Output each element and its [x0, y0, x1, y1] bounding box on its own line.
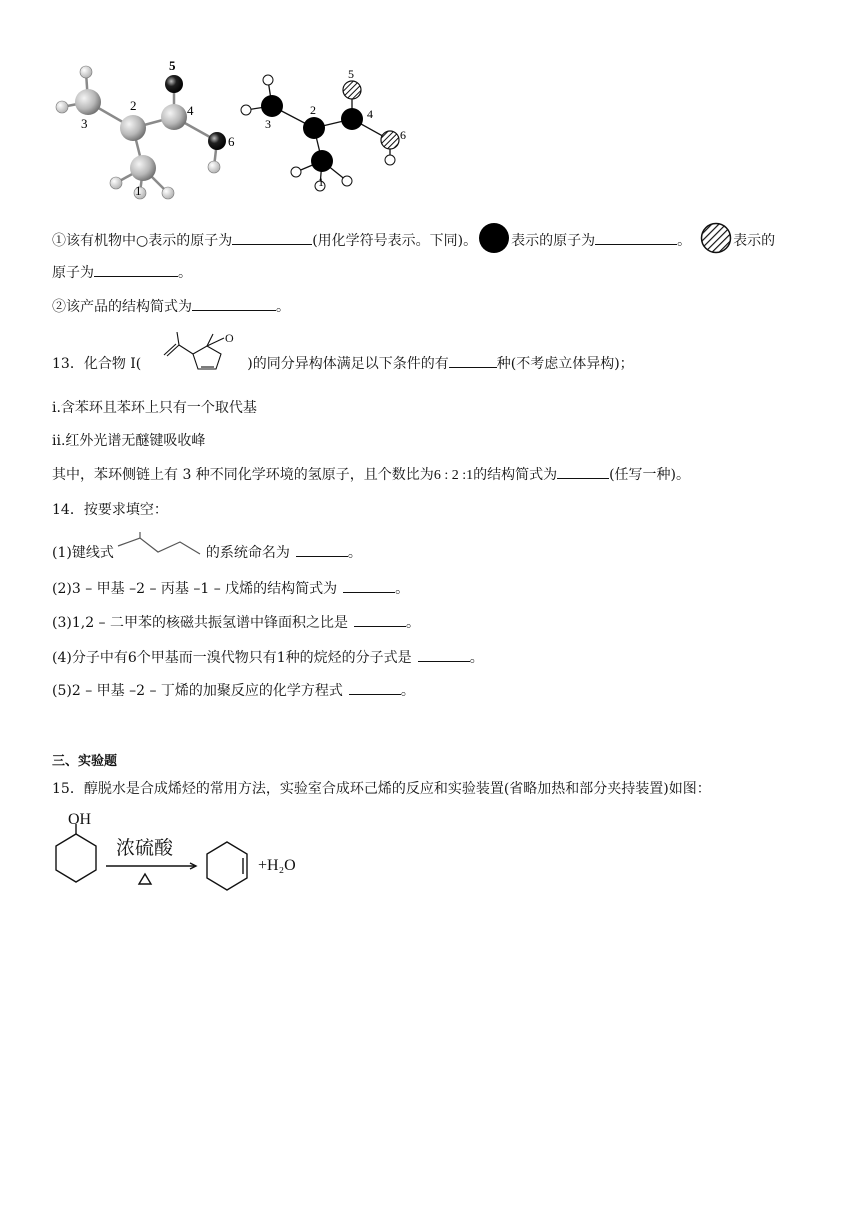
atom-2-black — [303, 117, 325, 139]
svg-text:6: 6 — [400, 128, 406, 142]
atom-6 — [208, 132, 226, 150]
answer-blank — [449, 353, 497, 368]
atom-6-hatched — [381, 131, 399, 149]
q13-condition-2: ii.红外光谱无醚键吸收峰 — [52, 433, 206, 449]
black-ball-icon — [477, 222, 511, 260]
atom-3-black — [261, 95, 283, 117]
answer-blank — [349, 680, 401, 695]
compound-i-structure — [141, 332, 247, 382]
atom-1-black — [311, 150, 333, 172]
skeletal-formula — [114, 532, 202, 562]
q14-part2: (2)3 – 甲基 –2 – 丙基 –1 – 戊烯的结构简式为 。 — [52, 578, 409, 599]
label-5: 5 — [169, 58, 176, 73]
label-4: 4 — [187, 103, 194, 118]
answer-blank — [595, 230, 677, 245]
q13-stem: 13．化合物 I( O )的同分异构体满足以下条件的有 种(不考虑立体异构)； — [52, 346, 634, 382]
ball-stick-model-left — [50, 55, 250, 205]
answer-blank — [192, 296, 276, 311]
q13-note: 其中，苯环侧链上有 3 种不同化学环境的氢原子，且个数比为6 : 2 :1的结构简式为 (任写一种)。 — [52, 464, 690, 486]
answer-blank — [343, 578, 395, 593]
svg-text:O: O — [225, 332, 234, 345]
label-6: 6 — [228, 134, 235, 149]
svg-text:1: 1 — [318, 175, 324, 189]
hatched-ball-icon — [699, 222, 733, 260]
q12-part1-line2: 原子为 。 — [52, 262, 192, 283]
svg-text:4: 4 — [367, 107, 373, 121]
q14-part4: (4)分子中有6个甲基而一溴代物只有1种的烷烃的分子式是 。 — [52, 647, 484, 668]
answer-blank — [557, 464, 609, 479]
atom-3 — [75, 89, 101, 115]
atom-4-black — [341, 108, 363, 130]
ball-stick-model-right — [232, 66, 422, 196]
water-label: +H₂O — [258, 857, 296, 874]
oh-label: OH — [68, 811, 92, 828]
q13-condition-1: i.含苯环且苯环上只有一个取代基 — [52, 400, 257, 416]
atom-2 — [120, 115, 146, 141]
q14-part3: (3)1,2 – 二甲苯的核磁共振氢谱中锋面积之比是 。 — [52, 612, 420, 633]
label-1: 1 — [135, 183, 142, 198]
answer-blank — [418, 647, 470, 662]
reaction-scheme — [46, 808, 326, 896]
svg-text:2: 2 — [310, 103, 316, 117]
answer-blank — [354, 612, 406, 627]
atom-4 — [161, 104, 187, 130]
atom-1 — [130, 155, 156, 181]
q14-part1: (1)键线式 的系统命名为 。 — [52, 538, 362, 568]
q15-stem: 15．醇脱水是合成烯烃的常用方法，实验室合成环己烯的反应和实验装置(省略加热和部分夹持装置)如图： — [52, 781, 711, 797]
svg-text:5: 5 — [348, 67, 354, 81]
answer-blank — [232, 230, 312, 245]
q14-stem: 14．按要求填空： — [52, 502, 168, 518]
svg-text:3: 3 — [265, 117, 271, 131]
atom-5-hatched — [343, 81, 361, 99]
reagent-label: 浓硫酸 — [116, 838, 174, 859]
label-3: 3 — [81, 116, 88, 131]
q14-part5: (5)2 – 甲基 –2 – 丁烯的加聚反应的化学方程式 。 — [52, 680, 415, 701]
q12-part1-line1: ①该有机物中○表示的原子为 (用化学符号表示。下同)。 表示的原子为 。 表示的 — [52, 222, 775, 260]
atom-5 — [165, 75, 183, 93]
q12-part2: ②该产品的结构简式为 。 — [52, 296, 290, 317]
answer-blank — [296, 542, 348, 557]
section-title: 三、实验题 — [52, 754, 118, 769]
label-2: 2 — [130, 98, 137, 113]
answer-blank — [94, 262, 178, 277]
